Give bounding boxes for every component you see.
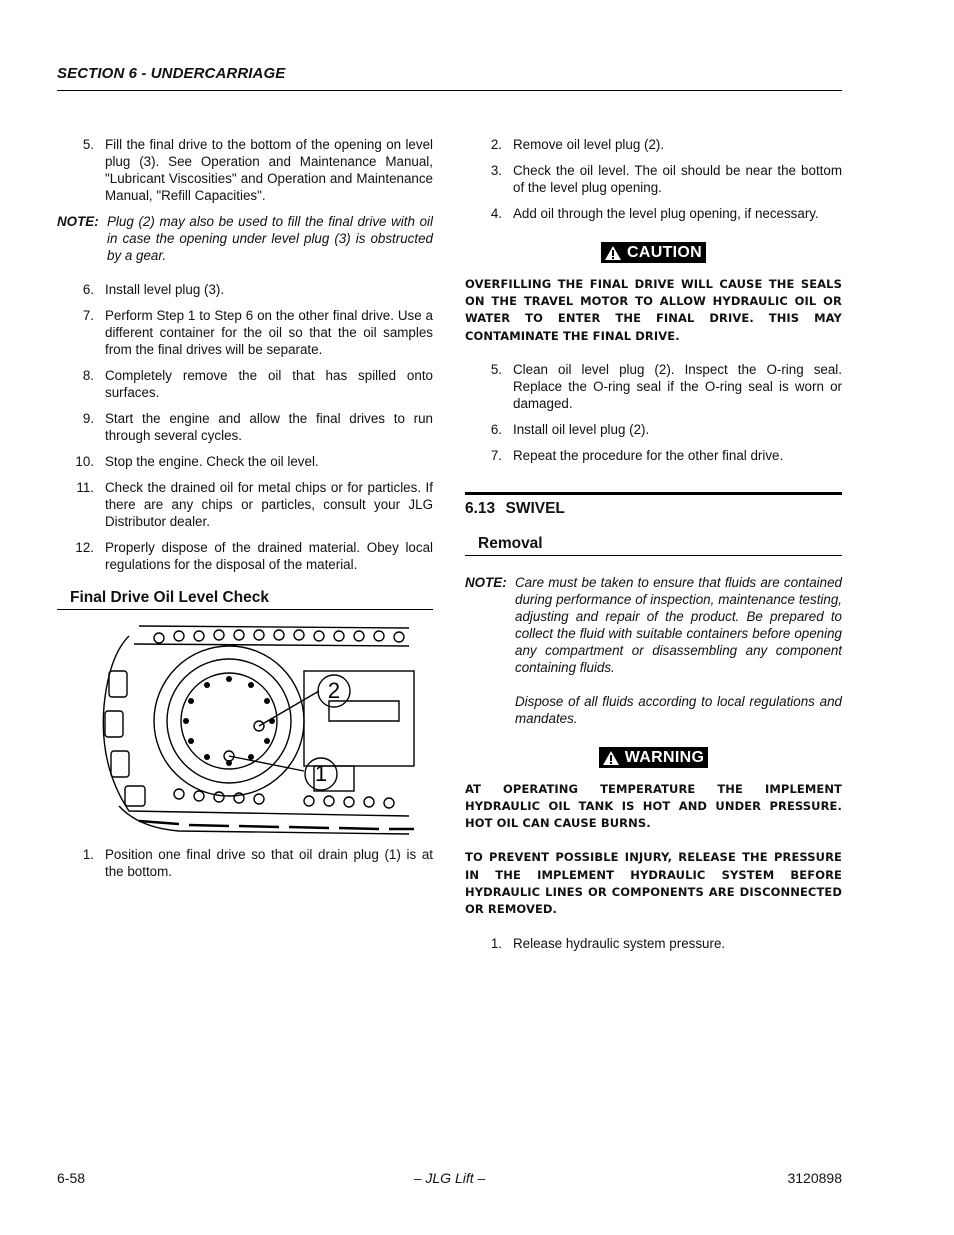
note-label: NOTE: [465, 574, 507, 590]
footer-brand: – JLG Lift – [413, 1170, 486, 1186]
step-text: Install oil level plug (2). [513, 421, 650, 437]
step-text: Start the engine and allow the final drives to run through several cycles. [105, 411, 433, 443]
step-list [465, 361, 842, 464]
step-item [57, 539, 433, 573]
step-item [57, 453, 433, 470]
step-list [465, 935, 842, 952]
right-column [465, 136, 842, 961]
step-item [57, 846, 433, 880]
step-number: 11. [76, 480, 94, 495]
step-item [57, 307, 433, 358]
step-text: Add oil through the level plug opening, if necessary. [513, 206, 819, 221]
step-number: 6. [490, 421, 502, 437]
step-item [465, 136, 842, 153]
step-number: 3. [490, 163, 502, 178]
step-number: 2. [490, 137, 502, 152]
step-item [57, 479, 433, 530]
page-number: 6-58 [57, 1170, 86, 1186]
step-text: Stop the engine. Check the oil level. [105, 454, 319, 469]
final-drive-figure [57, 616, 433, 838]
final-drive-illustration [99, 616, 419, 838]
step-text: Remove oil level plug (2). [513, 137, 665, 152]
caution-badge [601, 242, 706, 263]
step-number: 10. [75, 454, 94, 469]
step-text: Position one final drive so that oil drain plug (1) is at the bottom. [105, 847, 433, 879]
section-title: SECTION 6 - UNDERCARRIAGE [57, 65, 286, 82]
step-item [465, 361, 842, 412]
step-number: 1. [490, 936, 502, 952]
step-item [465, 205, 842, 222]
note-block [465, 574, 842, 727]
step-number: 12. [75, 540, 94, 555]
caution-text: OVERFILLING THE FINAL DRIVE WILL CAUSE THE SEALS ON THE TRAVEL MOTOR TO ALLOW HYDRAULIC OIL OR WATER TO ENTER THE FINAL DRIVE. THIS MAY CONTAMINATE THE FINAL DRIVE. [465, 277, 842, 343]
step-text: Release hydraulic system pressure. [513, 936, 726, 952]
section-title: SWIVEL [505, 499, 565, 517]
callout-2: 2 [327, 678, 341, 703]
warning-text: AT OPERATING TEMPERATURE THE IMPLEMENT HYDRAULIC OIL TANK IS HOT AND UNDER PRESSURE. HOT OIL CAN CAUSE BURNS. [465, 781, 842, 831]
step-list [465, 136, 842, 222]
note-paragraph: Dispose of all fluids according to local regulations and mandates. [515, 693, 842, 726]
step-item [57, 136, 433, 204]
caution-badge-wrap [465, 242, 842, 264]
warning-badge-wrap [465, 747, 842, 769]
step-number: 5. [490, 361, 502, 377]
left-column [57, 136, 433, 889]
note-text: Plug (2) may also be used to fill the final drive with oil in case the opening under level plug (3) is obstructed by a gear. [107, 214, 433, 263]
callout-1: 1 [314, 761, 328, 786]
caution-label: CAUTION [627, 244, 702, 261]
step-text: Check the drained oil for metal chips or for particles. If there are any chips or particles, consult your JLG Distributor dealer. [105, 480, 433, 529]
document-number: 3120898 [787, 1170, 842, 1186]
step-item [57, 281, 433, 298]
note-paragraph: Care must be taken to ensure that fluids are contained during performance of inspection, maintenance testing, adjusting and repair of the product. Be prepared to collect the fluid with suitable containers before opening any compartment or disassembling any component containing fluids. [515, 574, 842, 675]
step-list [57, 281, 433, 573]
warning-label: WARNING [624, 748, 705, 766]
step-text: Repeat the procedure for the other final drive. [513, 447, 784, 463]
step-number: 8. [82, 368, 94, 383]
alert-triangle-icon [605, 246, 621, 260]
step-item [465, 447, 842, 464]
step-text: Check the oil level. The oil should be near the bottom of the level plug opening. [513, 163, 842, 195]
step-number: 6. [82, 282, 94, 297]
alert-triangle-icon [603, 751, 619, 765]
step-number: 7. [490, 447, 502, 463]
step-text: Clean oil level plug (2). Inspect the O-ring seal. Replace the O-ring seal if the O-ring seal is worn or damaged. [513, 361, 842, 411]
step-list [57, 846, 433, 880]
note-label: NOTE: [57, 214, 99, 229]
step-item [465, 935, 842, 952]
step-number: 5. [82, 137, 94, 152]
step-item [57, 367, 433, 401]
step-text: Properly dispose of the drained material. Obey local regulations for the disposal of the material. [105, 540, 433, 572]
step-text: Completely remove the oil that has spilled onto surfaces. [105, 368, 433, 400]
step-number: 1. [82, 847, 94, 862]
page-header [57, 65, 842, 91]
step-text: Install level plug (3). [105, 282, 225, 297]
step-text: Fill the final drive to the bottom of the opening on level plug (3). See Operation and Maintenance Manual, "Lubricant Viscosities" and Operation and Maintenance Manual, "Refill Capacities". [105, 137, 433, 203]
section-heading [465, 492, 842, 517]
note-block [57, 213, 433, 264]
step-item [465, 421, 842, 438]
note-body [515, 574, 842, 727]
step-number: 7. [82, 308, 94, 323]
step-item [465, 162, 842, 196]
subheading: Removal [465, 535, 842, 556]
subheading: Final Drive Oil Level Check [57, 589, 433, 610]
step-number: 4. [490, 206, 502, 221]
section-number: 6.13 [465, 499, 496, 517]
step-number: 9. [82, 411, 94, 426]
warning-badge [599, 747, 708, 768]
step-text: Perform Step 1 to Step 6 on the other final drive. Use a different container for the oil so that the oil samples from the final drives will be separate. [105, 308, 433, 357]
warning-text: TO PREVENT POSSIBLE INJURY, RELEASE THE PRESSURE IN THE IMPLEMENT HYDRAULIC SYSTEM BEFORE HYDRAULIC LINES OR COMPONENTS ARE DISCONNECTED OR REMOVED. [465, 850, 842, 917]
step-item [57, 410, 433, 444]
step-list [57, 136, 433, 204]
